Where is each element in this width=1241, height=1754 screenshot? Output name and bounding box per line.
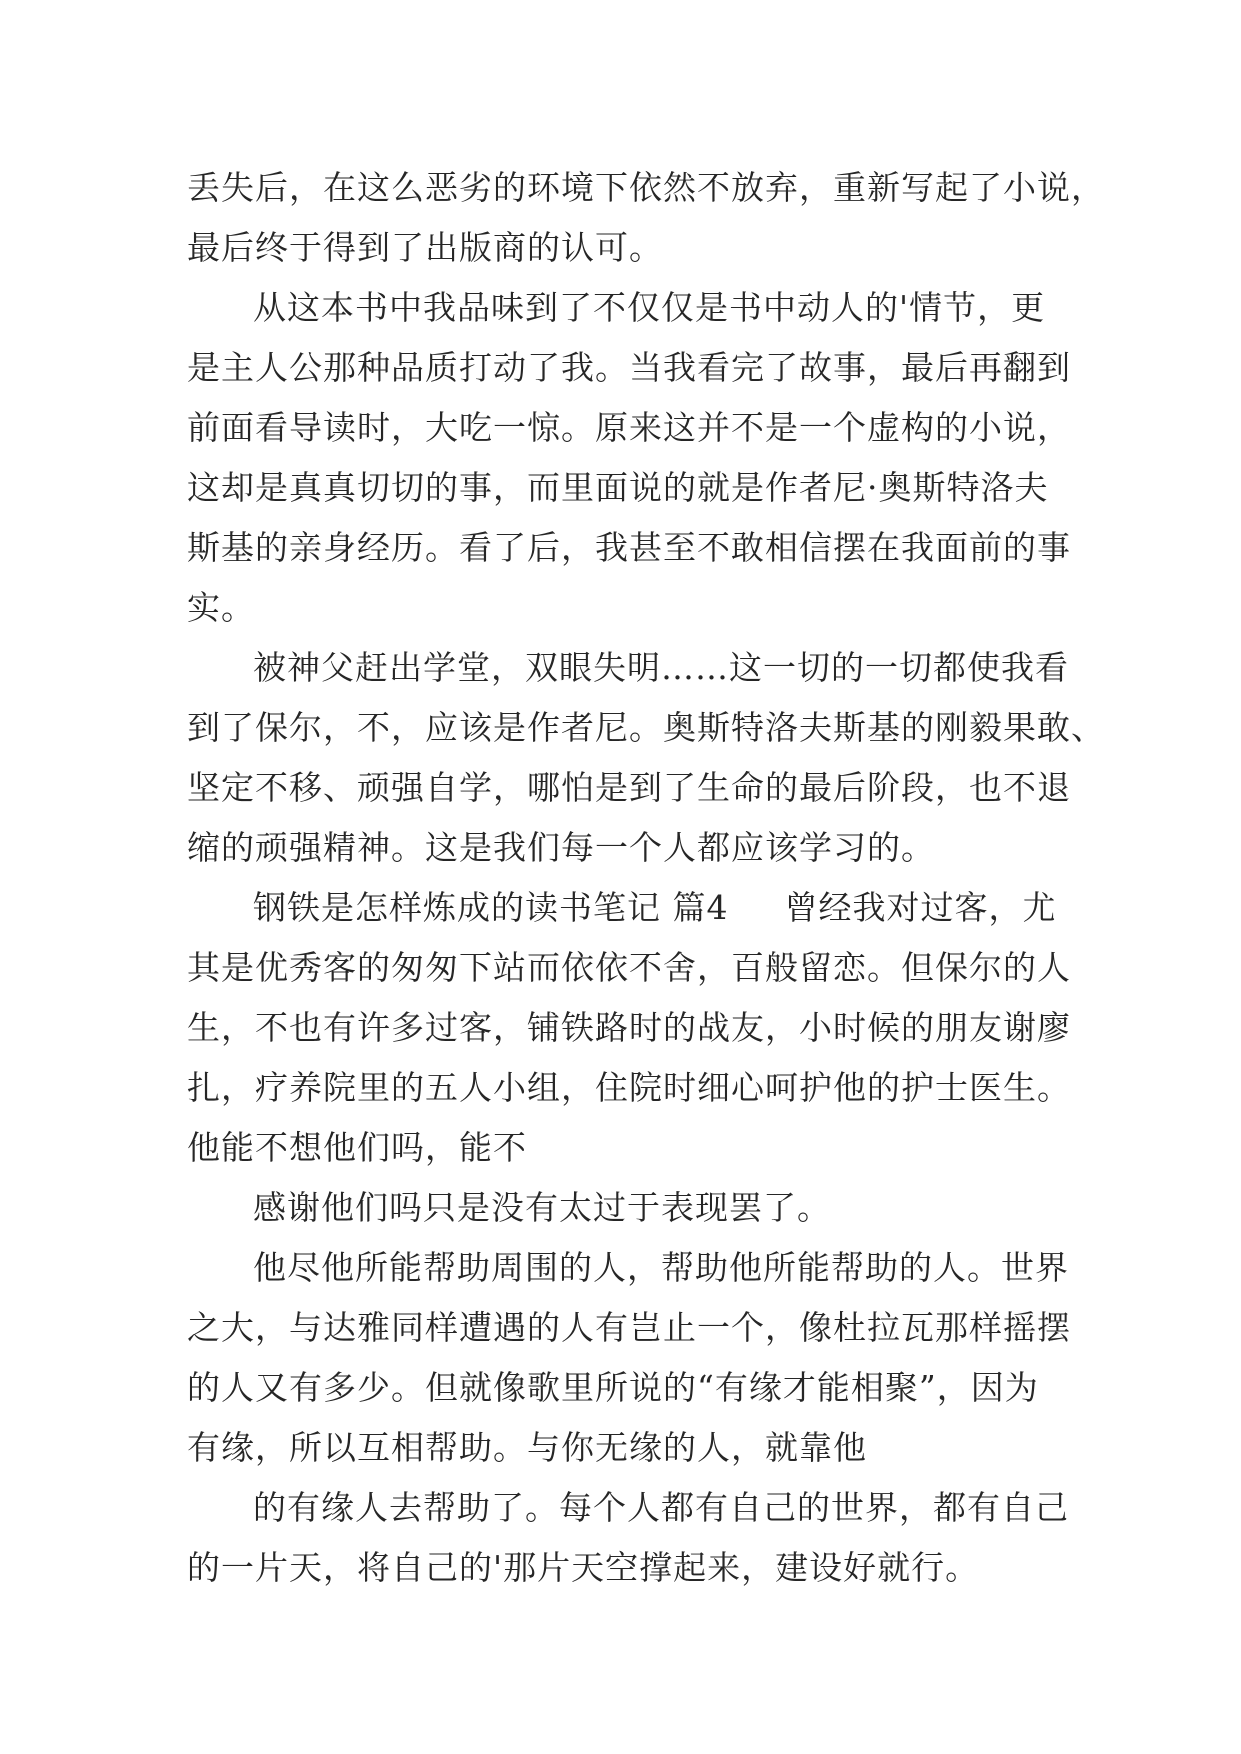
- text-line: 被神父赶出学堂，双眼失明……这一切的一切都使我看: [253, 648, 1069, 687]
- text-line: 感谢他们吗只是没有太过于表现罢了。: [253, 1188, 831, 1227]
- text-line: 他能不想他们吗，能不: [187, 1128, 527, 1167]
- section-heading-line: [187, 878, 1067, 938]
- section-first-sentence: 曾经我对过客，尤: [784, 888, 1057, 927]
- text-line: 从这本书中我品味到了不仅仅是书中动人的'情节，更: [253, 288, 1046, 327]
- text-line: 的一片天，将自己的'那片天空撑起来，建设好就行。: [187, 1548, 980, 1587]
- text-line: 是主人公那种品质打动了我。当我看完了故事，最后再翻到: [187, 348, 1071, 387]
- text-line: 的有缘人去帮助了。每个人都有自己的世界，都有自己: [253, 1488, 1069, 1527]
- text-line: 他尽他所能帮助周围的人，帮助他所能帮助的人。世界: [253, 1248, 1069, 1287]
- text-line: 前面看导读时，大吃一惊。原来这并不是一个虚构的小说，: [187, 408, 1071, 447]
- document-body: [187, 158, 1105, 1598]
- text-line: 实。: [187, 588, 255, 627]
- text-line: 缩的顽强精神。这是我们每一个人都应该学习的。: [187, 828, 935, 867]
- text-line: 之大，与达雅同样遭遇的人有岂止一个，像杜拉瓦那样摇摆: [187, 1308, 1071, 1347]
- text-line: 有缘，所以互相帮助。与你无缘的人，就靠他: [187, 1428, 867, 1467]
- text-line: 坚定不移、顽强自学，哪怕是到了生命的最后阶段，也不退: [187, 768, 1071, 807]
- text-line: 生，不也有许多过客，铺铁路时的战友，小时候的朋友谢廖: [187, 1008, 1071, 1047]
- text-line: 的人又有多少。但就像歌里所说的“有缘才能相聚”，因为: [187, 1368, 1039, 1407]
- text-line: 这却是真真切切的事，而里面说的就是作者尼·奥斯特洛夫: [187, 468, 1049, 507]
- text-line: 斯基的亲身经历。看了后，我甚至不敢相信摆在我面前的事: [187, 528, 1071, 567]
- text-line: 最后终于得到了出版商的认可。: [187, 228, 663, 267]
- section-heading: 钢铁是怎样炼成的读书笔记 篇4: [253, 888, 729, 927]
- text-line: 丢失后，在这么恶劣的环境下依然不放弃，重新写起了小说，: [187, 168, 1105, 207]
- text-line: 其是优秀客的匆匆下站而依依不舍，百般留恋。但保尔的人: [187, 948, 1071, 987]
- text-line: 到了保尔，不，应该是作者尼。奥斯特洛夫斯基的刚毅果敢、: [187, 708, 1105, 747]
- text-line: 扎，疗养院里的五人小组，住院时细心呵护他的护士医生。: [187, 1068, 1071, 1107]
